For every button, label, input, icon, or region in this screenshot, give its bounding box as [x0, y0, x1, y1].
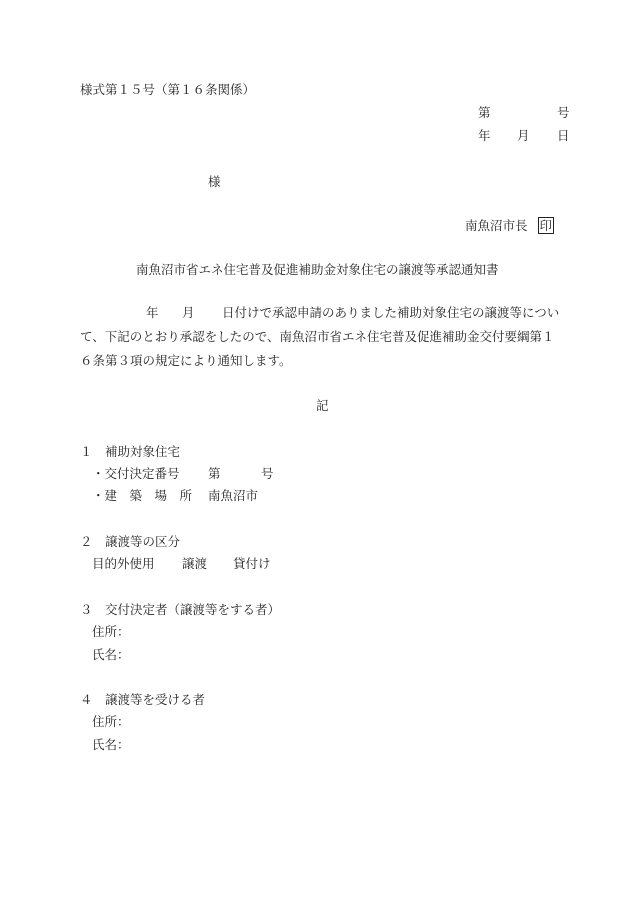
- sender-block: [465, 217, 554, 234]
- doc-number-prefix: 第: [478, 105, 491, 120]
- body-month: 月: [182, 305, 195, 320]
- s3-name-label: 氏名：: [92, 647, 130, 662]
- document-title: 南魚沼市省エネ住宅普及促進補助金対象住宅の譲渡等承認通知書: [136, 262, 499, 277]
- section-3-heading: ３ 交付決定者（譲渡等をする者）: [80, 602, 281, 617]
- s2-option-2: 譲渡: [182, 556, 208, 571]
- s1-item2-value: 南魚沼市: [208, 488, 259, 503]
- s1-item1-suffix: 号: [261, 466, 274, 481]
- s1-item2-label: ・建 築 場 所: [92, 488, 193, 503]
- addressee-suffix: 様: [208, 174, 221, 189]
- s2-option-1: 目的外使用: [92, 556, 155, 571]
- s1-item1-prefix: 第: [208, 466, 221, 481]
- section-4-heading: ４ 譲渡等を受ける者: [80, 692, 206, 707]
- body-text-line2: て、下記のとおり承認をしたので、南魚沼市省エネ住宅普及促進補助金交付要綱第１: [80, 329, 555, 344]
- form-number: 様式第１５号（第１６条関係）: [80, 82, 256, 97]
- date-month: 月: [517, 128, 530, 143]
- date-year: 年: [478, 128, 491, 143]
- body-year: 年: [146, 305, 159, 320]
- ki-heading: 記: [316, 398, 329, 413]
- doc-number-suffix: 号: [557, 105, 570, 120]
- date-day: 日: [557, 128, 570, 143]
- section-2-heading: ２ 譲渡等の区分: [80, 534, 181, 549]
- s4-name-label: 氏名：: [92, 737, 130, 752]
- seal-mark: 印: [539, 218, 553, 233]
- sender-title: 南魚沼市長: [465, 218, 528, 233]
- body-text-line1: 日付けで承認申請のありました補助対象住宅の譲渡等につい: [222, 305, 560, 320]
- body-text-line3: ６条第３項の規定により通知します。: [80, 353, 292, 368]
- s3-address-label: 住所：: [92, 624, 130, 639]
- s2-option-3: 貸付け: [233, 556, 271, 571]
- s1-item1-label: ・交付決定番号: [92, 466, 180, 481]
- s4-address-label: 住所：: [92, 714, 130, 729]
- section-1-heading: １ 補助対象住宅: [80, 444, 181, 459]
